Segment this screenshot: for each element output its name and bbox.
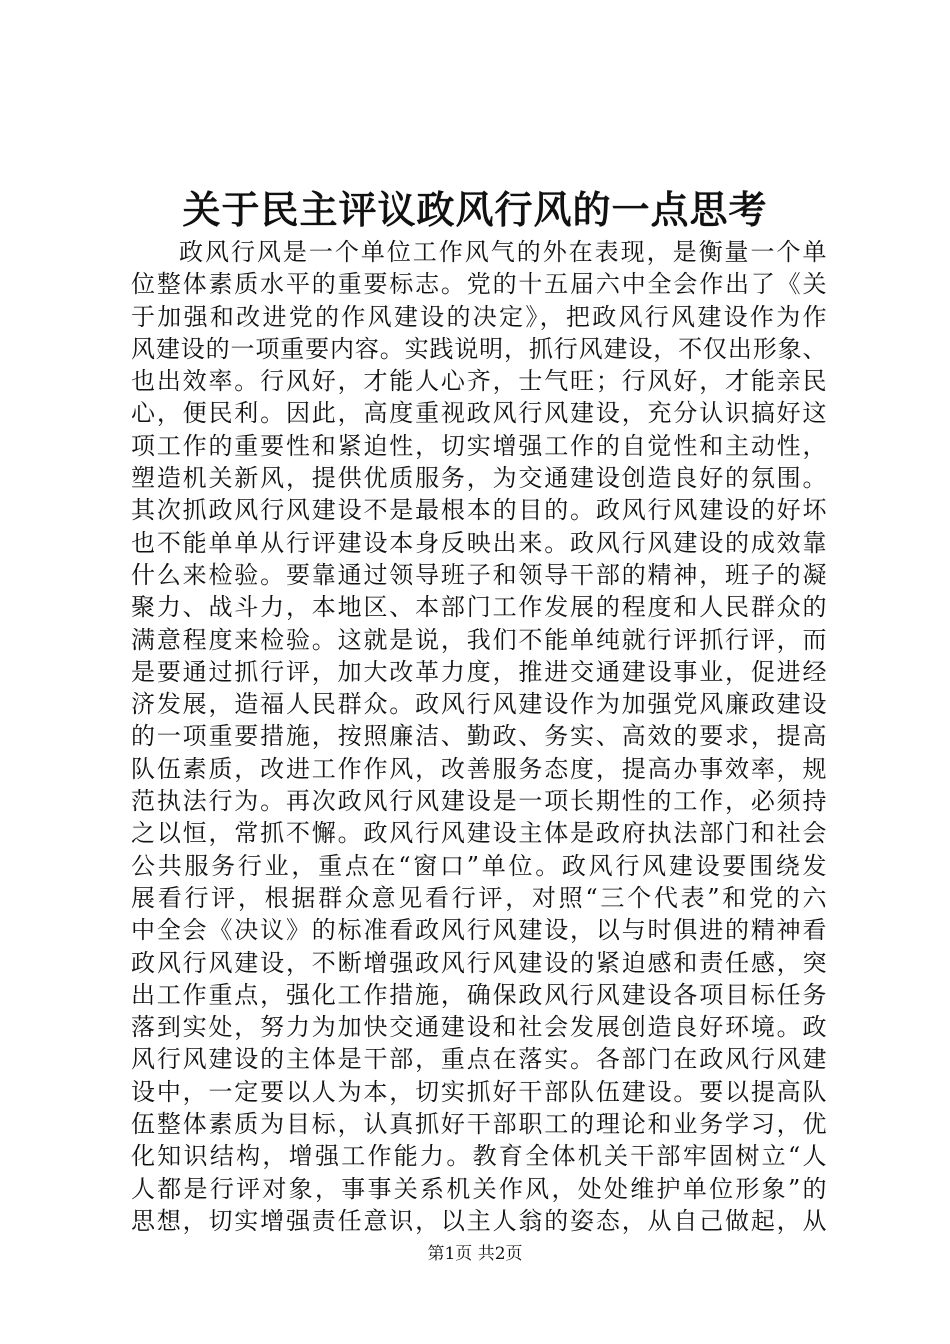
paragraph-line: 落到实处，努力为加快交通建设和社会发展创造良好环境。政 xyxy=(131,1013,827,1042)
paragraph-line: 设中，一定要以人为本，切实抓好干部队伍建设。要以提高队 xyxy=(131,1077,827,1106)
paragraph-line: 风建设的一项重要内容。实践说明，抓行风建设，不仅出形象、 xyxy=(131,334,827,363)
paragraph-line: 项工作的重要性和紧迫性，切实增强工作的自觉性和主动性， xyxy=(131,431,827,460)
paragraph-line: 展看行评，根据群众意见看行评，对照“三个代表”和党的六 xyxy=(131,883,827,912)
paragraph-line: 人都是行评对象，事事关系机关作风，处处维护单位形象”的 xyxy=(131,1174,827,1203)
paragraph-line: 的一项重要措施，按照廉洁、勤政、务实、高效的要求，提高 xyxy=(131,722,827,751)
paragraph-line: 思想，切实增强责任意识，以主人翁的姿态，从自己做起，从 xyxy=(131,1206,827,1235)
paragraph-line: 什么来检验。要靠通过领导班子和领导干部的精神，班子的凝 xyxy=(131,560,827,589)
paragraph-line: 济发展，造福人民群众。政风行风建设作为加强党风廉政建设 xyxy=(131,690,827,719)
document-body xyxy=(131,236,827,1237)
paragraph-line: 政风行风建设，不断增强政风行风建设的紧迫感和责任感，突 xyxy=(131,948,827,977)
paragraph-line: 也不能单单从行评建设本身反映出来。政风行风建设的成效靠 xyxy=(131,528,827,557)
paragraph-line: 也出效率。行风好，才能人心齐，士气旺；行风好，才能亲民 xyxy=(131,367,827,396)
paragraph-line: 化知识结构，增强工作能力。教育全体机关干部牢固树立“人 xyxy=(131,1142,827,1171)
paragraph-line: 其次抓政风行风建设不是最根本的目的。政风行风建设的好坏 xyxy=(131,496,827,525)
paragraph-line: 塑造机关新风，提供优质服务，为交通建设创造良好的氛围。 xyxy=(131,464,827,493)
paragraph-line: 队伍素质，改进工作作风，改善服务态度，提高办事效率，规 xyxy=(131,754,827,783)
paragraph-line: 心，便民利。因此，高度重视政风行风建设，充分认识搞好这 xyxy=(131,399,827,428)
paragraph-line: 位整体素质水平的重要标志。党的十五届六中全会作出了《关 xyxy=(131,270,827,299)
document-title: 关于民主评议政风行风的一点思考 xyxy=(182,187,768,232)
paragraph-line: 伍整体素质为目标，认真抓好干部职工的理论和业务学习，优 xyxy=(131,1110,827,1139)
paragraph-line: 公共服务行业，重点在“窗口”单位。政风行风建设要围绕发 xyxy=(131,851,827,880)
paragraph-line: 政风行风是一个单位工作风气的外在表现，是衡量一个单 xyxy=(179,238,827,266)
paragraph-line: 于加强和改进党的作风建设的决定》，把政风行风建设作为作 xyxy=(131,302,827,331)
paragraph-line: 之以恒，常抓不懈。政风行风建设主体是政府执法部门和社会 xyxy=(131,819,827,848)
paragraph-line: 出工作重点，强化工作措施，确保政风行风建设各项目标任务 xyxy=(131,980,827,1009)
paragraph-line: 满意程度来检验。这就是说，我们不能单纯就行评抓行评，而 xyxy=(131,625,827,654)
page-footer: 第1页 共2页 xyxy=(427,1244,523,1264)
paragraph-line: 聚力、战斗力，本地区、本部门工作发展的程度和人民群众的 xyxy=(131,593,827,622)
paragraph-line: 中全会《决议》的标准看政风行风建设，以与时俱进的精神看 xyxy=(131,916,827,945)
paragraph-line: 是要通过抓行评，加大改革力度，推进交通建设事业，促进经 xyxy=(131,657,827,686)
paragraph-line: 范执法行为。再次政风行风建设是一项长期性的工作，必须持 xyxy=(131,787,827,816)
paragraph-line: 风行风建设的主体是干部，重点在落实。各部门在政风行风建 xyxy=(131,1045,827,1074)
